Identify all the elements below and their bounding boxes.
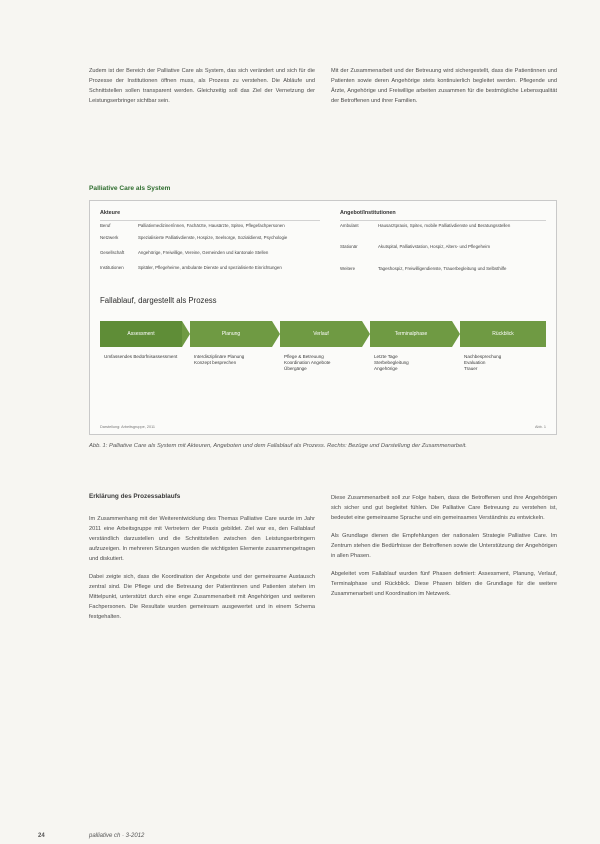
divider	[100, 220, 320, 221]
bullet: Angehörige	[374, 366, 398, 371]
bullet: Nachbesprechung	[464, 354, 502, 359]
row-key: Institutionen	[100, 265, 124, 270]
step-bullets	[464, 354, 546, 372]
offer-row	[340, 244, 546, 250]
step-bullets	[374, 354, 454, 372]
row-key: Stationär	[340, 244, 358, 249]
step-label: Terminalphase	[394, 331, 428, 337]
paragraph: Abgeleitet vom Fallablauf wurden fünf Phasen definiert: Assessment, Planung, Verlauf, Terminalphase und Rückblick. Diese Phasen bilden die Grundlage für die weitere Zusammenarbeit und Koordination im Netzwerk.	[331, 571, 557, 597]
paragraph: Im Zusammenhang mit der Weiterentwicklung des Themas Palliative Care wurde im Jahr 2011 eine Arbeitsgruppe mit Vertretern der Praxis gebildet. Ziel war es, den Fallablauf verständlich darzustellen und die Schnittstellen zwischen den Leistungserbringern aufzuzeigen. In mehreren Sitzungen wurden die wichtigsten Elemente zusammengetragen und diskutiert.	[89, 516, 315, 562]
step-bullets	[104, 354, 184, 360]
journal-name: palliative ch · 3-2012	[89, 833, 145, 839]
row-key: Weitere	[340, 266, 356, 271]
row-key: Ambulant	[340, 223, 359, 228]
actor-row	[100, 223, 320, 229]
step-terminalphase	[370, 321, 452, 347]
figure-source: Darstellung: Arbeitsgruppe, 2011	[100, 425, 156, 429]
bullet: Übergänge	[284, 366, 307, 371]
step-label: Planung	[221, 331, 241, 337]
step-rueckblick	[460, 321, 546, 347]
step-bullets	[284, 354, 364, 372]
bullet: Umfassendes Bedürfnisassessment	[104, 354, 178, 359]
step-label: Rückblick	[492, 331, 514, 337]
bullet: Evaluation	[464, 360, 486, 365]
offer-row	[340, 223, 546, 229]
process-bar	[100, 321, 546, 347]
step-verlauf	[280, 321, 362, 347]
actor-row	[100, 250, 320, 256]
figure-label: Abb. 1	[535, 425, 546, 429]
bullet: Interdisziplinäre Planung	[194, 354, 245, 359]
row-key: Beruf	[100, 223, 111, 228]
bullet: Pflege & Betreuung	[284, 354, 324, 359]
row-value: Spezialisierte Palliativdienste, Hospize, Seelsorge, Sozialdienst, Psychologie	[138, 235, 288, 240]
row-value: Angehörige, Freiwillige, Vereine, Gemeinden und kantonale Stellen	[138, 250, 269, 255]
bottom-right-column	[331, 493, 557, 607]
bullet: Sterbebegleitung	[374, 360, 409, 365]
section-heading: Erklärung des Prozessablaufs	[89, 493, 181, 500]
figure-section-title: Palliative Care als System	[89, 185, 171, 192]
paragraph: Diese Zusammenarbeit soll zur Folge haben, dass die Betroffenen und ihre Angehörigen sich sicher und gut begleitet fühlen. Die Palliative Care Betreuung zu verstehen ist, bedeutet eine gemeinsame Sprache und ein gemeinsames Verständnis zu entwickeln.	[331, 495, 557, 521]
offer-row	[340, 266, 546, 272]
paragraph: Als Grundlage dienen die Empfehlungen der nationalen Strategie Palliative Care. Im Zentrum stehen die Bedürfnisse der Betroffenen sowie die Unterstützung der Angehörigen in allen Phasen.	[331, 533, 557, 559]
actors-heading: Akteure	[100, 210, 121, 216]
row-value: Hausarztpraxis, Spitex, mobile Palliativdienste und Beratungsstellen	[378, 223, 511, 228]
top-left-column	[89, 66, 315, 114]
process-diagram	[100, 296, 546, 406]
top-right-column	[331, 66, 557, 114]
offers-heading: Angebot/Institutionen	[340, 210, 396, 216]
step-bullets	[194, 354, 274, 366]
step-assessment	[100, 321, 182, 347]
actor-row	[100, 235, 320, 241]
bottom-left-column	[89, 514, 315, 630]
process-title: Fallablauf, dargestellt als Prozess	[100, 296, 217, 305]
paragraph: Zudem ist der Bereich der Palliative Care als System, das sich verändert und sich für die Prozesse der Institutionen öffnen muss, als Prozess zu verstehen. Die Abläufe und Schnittstellen sollen transparent werden. Gleichzeitig soll das Ziel der Vernetzung der Leistungserbringer sichtbar sein.	[89, 68, 315, 104]
row-value: Tageshospiz, Freiwilligendienste, Trauerbegleitung und Selbsthilfe	[378, 266, 507, 271]
row-value: Akutspital, Palliativstation, Hospiz, Alters- und Pflegeheim	[378, 244, 491, 249]
row-key: Gesellschaft	[100, 250, 125, 255]
step-planung	[190, 321, 272, 347]
paragraph: Dabei zeigte sich, dass die Koordination der Angebote und der gemeinsame Austausch zentral sind. Die Pflege und die Betreuung der Patientinnen und Patienten stehen im Mittelpunkt, unterstützt durch eine enge Zusammenarbeit mit Angehörigen und weiteren Fachpersonen. Die Resultate wurden gemeinsam ausgewertet und in einem Schema festgehalten.	[89, 574, 315, 620]
row-key: Netzwerk	[100, 235, 119, 240]
bullet: Trauer	[464, 366, 478, 371]
step-label: Verlauf	[313, 331, 329, 337]
step-label: Assessment	[127, 331, 155, 337]
figure-caption: Abb. 1: Palliative Care als System mit Akteuren, Angeboten und dem Fallablauf als Prozess. Rechts: Bezüge und Darstellung der Zusammenarbeit.	[89, 443, 467, 449]
row-value: Spitäler, Pflegeheime, ambulante Dienste und spezialisierte Einrichtungen	[138, 265, 282, 270]
figure-panel	[89, 200, 557, 435]
divider	[340, 220, 546, 221]
page-number: 24	[38, 833, 45, 839]
paragraph: Mit der Zusammenarbeit und der Betreuung wird sichergestellt, dass die Patientinnen und Patienten sowie deren Angehörige stets kontinuierlich begleitet werden. Pflegende und Ärzte, Angehörige und Freiwillige arbeiten zusammen für die bestmögliche Lebensqualität der Betroffenen und ihrer Familien.	[331, 68, 557, 104]
bullet: Letzte Tage	[374, 354, 398, 359]
actor-row	[100, 265, 320, 271]
row-value: Palliativmediziner/innen, Fachärzte, Hausärzte, Spitex, Pflegefachpersonen	[138, 223, 285, 228]
bullet: Konzept besprechen	[194, 360, 237, 365]
bullet: Koordination Angebote	[284, 360, 331, 365]
